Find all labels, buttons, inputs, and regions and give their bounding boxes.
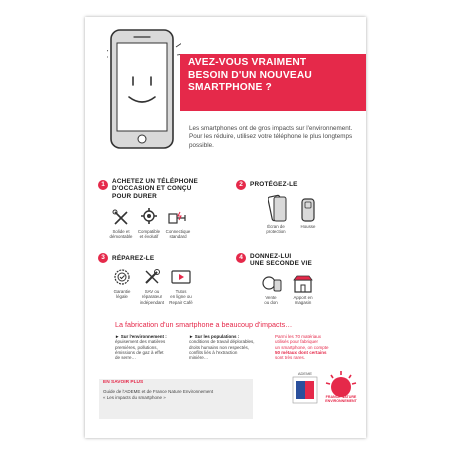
- headline-line: SMARTPHONE ?: [188, 82, 272, 93]
- case-icon: [300, 197, 316, 223]
- wrench-icon: [143, 268, 161, 286]
- gear-icon: [140, 207, 158, 227]
- more-info-title: EN SAVOIR PLUS: [103, 380, 144, 385]
- step-caption: Garantie légale: [113, 289, 131, 300]
- smiling-phone-icon: [107, 27, 181, 153]
- step-number: 2: [236, 180, 246, 190]
- shop-icon: [292, 274, 314, 294]
- step-caption: Vente ou don: [264, 295, 278, 306]
- svg-text:ADEME: ADEME: [297, 371, 313, 376]
- step-caption: Apport en magasin: [293, 295, 313, 306]
- poster: [85, 17, 366, 438]
- headline-line: BESOIN D'UN NOUVEAU: [188, 69, 312, 81]
- step-number: 3: [98, 253, 108, 263]
- ademe-logo: [291, 369, 319, 405]
- warranty-icon: [113, 268, 131, 286]
- step-title: ACHETEZ UN TÉLÉPHONE D'OCCASION ET CONÇU POUR DURER: [112, 178, 199, 200]
- step-number: 1: [98, 180, 108, 190]
- step-number: 4: [236, 253, 246, 263]
- impacts-materials: Parmi les 70 matériaux utilisés pour fabriquer un smartphone, on compte 50 métaux dont certains sont très rares.: [275, 334, 329, 361]
- impacts-title: La fabrication d'un smartphone a beaucoup d'impacts…: [115, 320, 293, 329]
- screen-protector-icon: [268, 194, 288, 224]
- plug-icon: [167, 209, 189, 227]
- step-caption: Tutos en ligne ou Repair Café: [169, 289, 193, 305]
- step-caption: SAV ou réparateur indépendant: [139, 289, 165, 305]
- step-caption: Écran de protection: [266, 224, 286, 235]
- headline-line: AVEZ-VOUS VRAIMENT: [188, 57, 307, 68]
- step-title: DONNEZ-LUI UNE SECONDE VIE: [250, 253, 312, 268]
- step-caption: Connectique standard: [165, 229, 191, 240]
- step-caption: Solide et démontable: [109, 229, 133, 240]
- more-info-text: Guide de l'ADEME et de France Nature Environnement « Les impacts du smartphone »: [103, 389, 214, 400]
- step-title: PROTÉGEZ-LE: [250, 181, 298, 188]
- impacts-environment: ► Sur l'environnement : épuisement des matières premières, pollutions, émissions de gaz à effet de serre…: [115, 334, 167, 361]
- tools-icon: [112, 209, 130, 227]
- step-caption: Housse: [300, 224, 316, 229]
- impacts-populations: ► Sur les populations : conditions de travail déplorables, droits humains non respectés, conflits liés à l'extraction minière…: [189, 334, 255, 361]
- step-caption: Compatible et évolutif: [137, 229, 161, 240]
- video-icon: [171, 270, 191, 286]
- headline: [188, 57, 360, 95]
- fne-logo-text: FRANCE NATURE ENVIRONNEMENT: [325, 395, 357, 403]
- sell-icon: [261, 274, 283, 294]
- fne-logo: [323, 369, 359, 409]
- intro-text: Les smartphones ont de gros impacts sur l'environnement. Pour les réduire, utilisez votre téléphone le plus longtemps possible.: [189, 125, 353, 149]
- step-title: RÉPAREZ-LE: [112, 255, 155, 262]
